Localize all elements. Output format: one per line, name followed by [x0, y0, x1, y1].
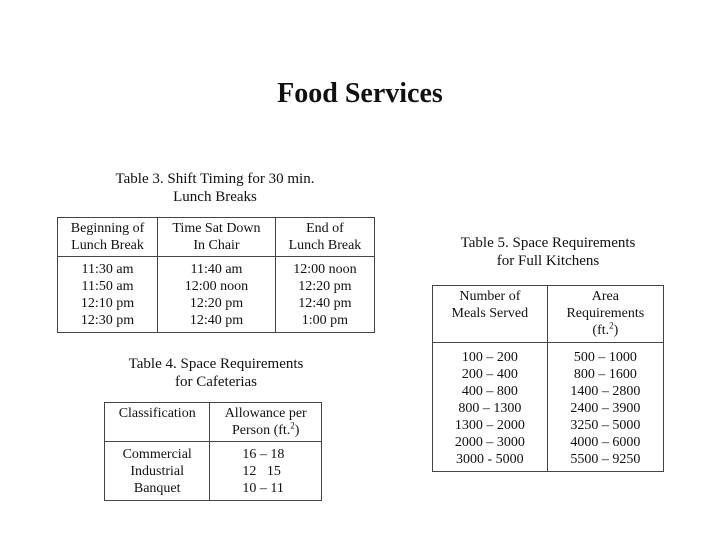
- table-cell: 400 – 800: [433, 383, 548, 400]
- table-cell: 800 – 1600: [547, 366, 663, 383]
- header-line: Lunch Break: [71, 238, 144, 253]
- table-cell: 1300 – 2000: [433, 417, 548, 434]
- shift-timing-table: [57, 217, 375, 333]
- table-cell: Industrial: [105, 463, 210, 480]
- table-cell: 12:30 pm: [58, 312, 158, 333]
- table4-caption: [100, 355, 332, 391]
- table-row: [105, 442, 322, 464]
- table4-caption-line1: Table 4. Space Requirements: [128, 356, 304, 372]
- table-cell: 4000 – 6000: [547, 434, 663, 451]
- table-cell: 3250 – 5000: [547, 417, 663, 434]
- table-header-row: [433, 286, 664, 343]
- table-row: [433, 400, 664, 417]
- table-cell: 800 – 1300: [433, 400, 548, 417]
- col-header-allowance: [210, 403, 322, 442]
- table-cell: 200 – 400: [433, 366, 548, 383]
- table5-caption: [428, 234, 668, 270]
- header-line: [214, 422, 317, 439]
- table-cell: 100 – 200: [433, 343, 548, 367]
- header-line: Beginning of: [70, 221, 145, 236]
- cafeteria-space-table: [104, 402, 322, 501]
- table-cell: 1400 – 2800: [547, 383, 663, 400]
- table-row: [105, 480, 322, 501]
- header-line: In Chair: [193, 238, 240, 253]
- header-line: Classification: [118, 406, 196, 421]
- col-header-time-sat-down: [158, 218, 276, 257]
- table4-caption-line2: for Cafeterias: [174, 374, 258, 390]
- col-header-meals-served: [433, 286, 548, 343]
- table5-caption-line1: Table 5. Space Requirements: [460, 235, 636, 251]
- col-header-end: [275, 218, 374, 257]
- header-line: Number of: [459, 289, 521, 304]
- superscript: 2: [290, 420, 295, 431]
- table-cell: 2000 – 3000: [433, 434, 548, 451]
- table-cell: 12:20 pm: [158, 295, 276, 312]
- table-cell: 16 – 18: [210, 442, 322, 464]
- table3-caption-line2: Lunch Breaks: [173, 189, 257, 205]
- table-cell: 11:30 am: [58, 257, 158, 279]
- header-line: [552, 322, 659, 339]
- table-cell: 1:00 pm: [275, 312, 374, 333]
- table-cell: 12:40 pm: [158, 312, 276, 333]
- table-row: [433, 434, 664, 451]
- table-cell: 11:50 am: [58, 278, 158, 295]
- table-row: [433, 451, 664, 472]
- table3-caption-line1: Table 3. Shift Timing for 30 min.: [115, 171, 315, 187]
- header-line: Lunch Break: [288, 238, 362, 253]
- header-line: Allowance per: [224, 406, 307, 421]
- header-line: Requirements: [566, 306, 645, 321]
- table-row: [433, 366, 664, 383]
- table-cell: Banquet: [105, 480, 210, 501]
- table-cell: 12:10 pm: [58, 295, 158, 312]
- header-text: (ft.: [592, 323, 610, 338]
- table-cell: 12:00 noon: [158, 278, 276, 295]
- table-header-row: [58, 218, 375, 257]
- table-cell: 11:40 am: [158, 257, 276, 279]
- header-line: Area: [591, 289, 619, 304]
- table-cell: 500 – 1000: [547, 343, 663, 367]
- table-cell: 12:20 pm: [275, 278, 374, 295]
- table-header-row: [105, 403, 322, 442]
- table-row: [58, 295, 375, 312]
- table-cell: 2400 – 3900: [547, 400, 663, 417]
- superscript: 2: [609, 320, 614, 331]
- header-text: Person (ft.: [231, 423, 291, 438]
- header-text: ): [294, 423, 300, 438]
- table-cell: 10 – 11: [210, 480, 322, 501]
- header-line: End of: [306, 221, 344, 236]
- table-cell: 12:40 pm: [275, 295, 374, 312]
- header-line: Time Sat Down: [172, 221, 261, 236]
- table-row: [58, 257, 375, 279]
- table-row: [433, 417, 664, 434]
- page-title: Food Services: [277, 78, 443, 109]
- table-row: [105, 463, 322, 480]
- table-row: [433, 343, 664, 367]
- table-row: [433, 383, 664, 400]
- col-header-classification: [105, 403, 210, 442]
- table-cell: 12:00 noon: [275, 257, 374, 279]
- table-cell: 3000 - 5000: [433, 451, 548, 472]
- table-cell: 5500 – 9250: [547, 451, 663, 472]
- kitchen-space-table: [432, 285, 664, 472]
- col-header-beginning: [58, 218, 158, 257]
- table-cell: Commercial: [105, 442, 210, 464]
- table-row: [58, 278, 375, 295]
- table3-caption: [90, 170, 340, 206]
- header-line: Meals Served: [451, 306, 529, 321]
- table5-caption-line2: for Full Kitchens: [496, 253, 600, 269]
- col-header-area-requirements: [547, 286, 663, 343]
- header-text: ): [613, 323, 619, 338]
- table-cell: 12 15: [210, 463, 322, 480]
- table-row: [58, 312, 375, 333]
